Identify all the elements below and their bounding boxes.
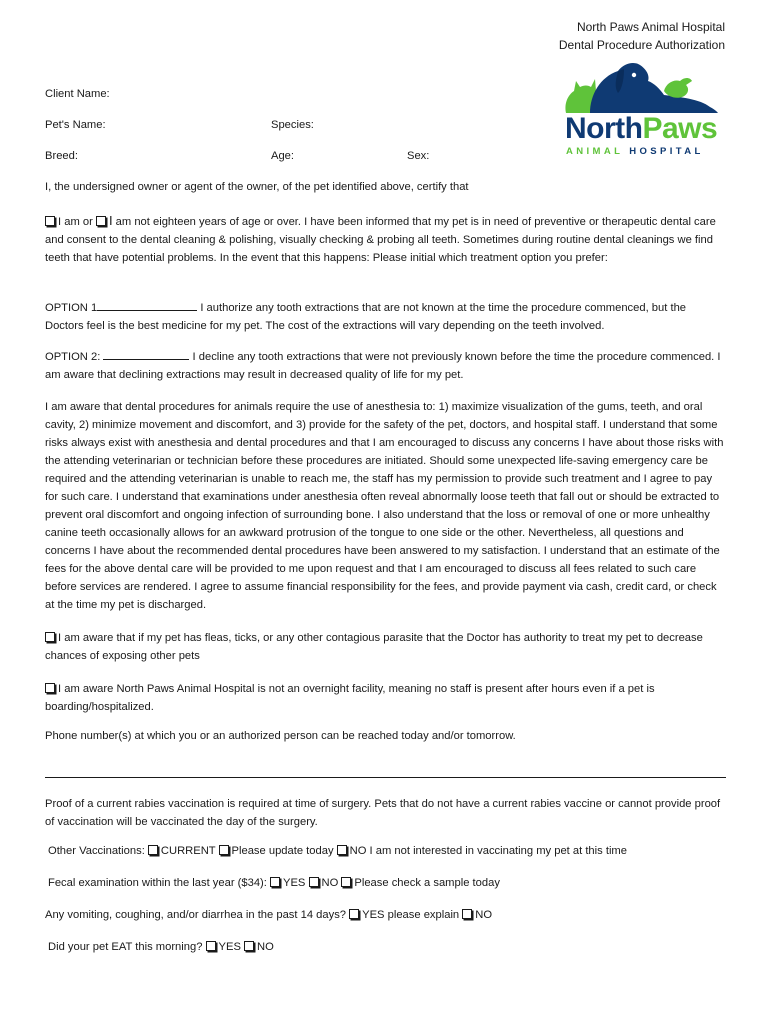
option1-paragraph: [45, 299, 725, 335]
option1-label: OPTION 1: [45, 302, 98, 314]
eat-yes-checkbox[interactable]: [206, 941, 216, 951]
fecal-row: [48, 877, 500, 889]
pets-name-label: Pet's Name:: [45, 119, 106, 131]
logo-paws: Paws: [642, 112, 718, 145]
under-18-checkbox[interactable]: [96, 216, 106, 226]
logo-hospital: HOSPITAL: [629, 146, 704, 157]
eat-row: [48, 941, 274, 953]
other-vacc-label: Other Vaccinations:: [48, 845, 145, 857]
overnight-paragraph: [45, 680, 725, 716]
vacc-no-checkbox[interactable]: [337, 845, 347, 855]
option2-label: OPTION 2:: [45, 351, 101, 363]
option2-text: I decline any tooth extractions that were not previously known before the time the procedure commenced. I am aware that declining extractions may result in decreased quality of life for my pet.: [45, 351, 721, 381]
hospital-name: North Paws Animal Hospital: [576, 20, 725, 34]
vomit-no-label: NO: [475, 909, 493, 921]
vomit-label: Any vomiting, coughing, and/or diarrhea in the past 14 days?: [45, 909, 347, 921]
vomit-yes-label: YES please explain: [362, 909, 460, 921]
vomit-yes-checkbox[interactable]: [349, 909, 359, 919]
bird-icon: [664, 78, 692, 98]
logo-subtitle: [566, 146, 704, 157]
client-name-label: Client Name:: [45, 88, 110, 100]
vomiting-row: [45, 909, 492, 921]
dog-icon: [590, 63, 718, 113]
certify-statement: I, the undersigned owner or agent of the owner, of the pet identified above, certify that: [45, 181, 469, 193]
parasite-text: I am aware that if my pet has fleas, ticks, or any other contagious parasite that the Doctor has authority to treat my pet to decrease chances of exposing other pets: [45, 632, 703, 662]
fecal-no-label: NO: [321, 877, 339, 889]
fecal-sample-label: Please check a sample today: [354, 877, 500, 889]
form-title: Dental Procedure Authorization: [558, 38, 725, 52]
age-consent-text: am not eighteen years of age or over. I have been informed that my pet is in need of preventive or therapeutic dental care and consent to the dental cleaning & polishing, visually checking & probing all teeth. Sometimes during routine dental cleanings we find teeth that have potential problems. In the event that this happens: Please initial which treatment option you prefer:: [45, 216, 716, 264]
breed-label: Breed:: [45, 150, 78, 162]
age-consent-paragraph: [45, 212, 725, 267]
vacc-no-label: NO I am not interested in vaccinating my pet at this time: [349, 845, 627, 857]
eat-label: Did your pet EAT this morning?: [48, 941, 203, 953]
vomit-no-checkbox[interactable]: [462, 909, 472, 919]
anesthesia-paragraph: I am aware that dental procedures for animals require the use of anesthesia to: 1) maximize visualization of the gums, teeth, and oral cavity, 2) minimize movement and discomfort, and 3) provide for the safety of the pet, doctors, and hospital staff. I understand that some risks always exist with anesthesia and dental procedures and that I am encouraged to discuss any concerns I have about those risks with the attending veterinarian or technician before these procedures are initiated. Should some unexpected life-saving emergency care be required and the attending veterinarian is unable to reach me, the staff has my permission to provide such treatment and I agree to pay for such care. I understand that examinations under anesthesia often reveal abnormally loose teeth that fall out or should be extracted to prevent oral discomfort and ongoing infection of surrounding bone. I also understand that the loss or removal of one or more unhealthy canine teeth occasionally allows for an awkward protrusion of the tongue to one side or the other. Nevertheless, all questions and concerns I have about the recommended dental procedures have been answered to my satisfaction. I understand that an estimate of the fees for the above dental care will be provided to me upon request and that I am encouraged to discuss all fees related to such care before services are rendered. I agree to assume financial responsibility for the fees, and provide payment via cash, credit card, or check at the time my pet is discharged.: [45, 401, 724, 611]
section-divider: [45, 777, 726, 778]
fecal-sample-checkbox[interactable]: [341, 877, 351, 887]
vacc-update-label: Please update today: [231, 845, 334, 857]
parasite-paragraph: [45, 629, 725, 665]
age-opt1: I am or: [58, 216, 93, 228]
age-opt2-cap: I: [108, 213, 113, 228]
eat-yes-label: YES: [218, 941, 241, 953]
age-label: Age:: [271, 150, 295, 162]
vacc-update-checkbox[interactable]: [219, 845, 229, 855]
logo-animal: ANIMAL: [566, 146, 624, 157]
parasite-checkbox[interactable]: [45, 632, 55, 642]
overnight-checkbox[interactable]: [45, 683, 55, 693]
sex-label: Sex:: [407, 150, 430, 162]
fecal-yes-checkbox[interactable]: [270, 877, 280, 887]
option2-initial-field[interactable]: [103, 348, 189, 360]
option1-text: I authorize any tooth extractions that are not known at the time the procedure commenced, but the Doctors feel is the best medicine for my pet. The cost of the extractions will vary depending on the teeth involved.: [45, 302, 687, 332]
logo-wordmark: [565, 113, 717, 145]
eat-no-label: NO: [257, 941, 274, 953]
species-label: Species:: [271, 119, 314, 131]
other-vaccinations-row: [48, 845, 627, 857]
vacc-current-checkbox[interactable]: [148, 845, 158, 855]
rabies-paragraph: Proof of a current rabies vaccination is required at time of surgery. Pets that do not have a current rabies vaccine or cannot provide proof of vaccination will be vaccinated the day of the surgery.: [45, 798, 721, 828]
over-18-checkbox[interactable]: [45, 216, 55, 226]
eat-no-checkbox[interactable]: [244, 941, 254, 951]
vacc-current-label: CURRENT: [160, 845, 216, 857]
logo-north: North: [565, 112, 643, 145]
fecal-yes-label: YES: [283, 877, 306, 889]
overnight-text: I am aware North Paws Animal Hospital is not an overnight facility, meaning no staff is present after hours even if a pet is boarding/hospitalized.: [45, 683, 655, 713]
option2-paragraph: [45, 348, 725, 384]
hospital-logo: [560, 55, 730, 155]
fecal-no-checkbox[interactable]: [309, 877, 319, 887]
phone-label: Phone number(s) at which you or an authorized person can be reached today and/or tomorrow.: [45, 730, 516, 742]
option1-initial-field[interactable]: [97, 299, 197, 311]
fecal-label: Fecal examination within the last year ($34):: [48, 877, 267, 889]
